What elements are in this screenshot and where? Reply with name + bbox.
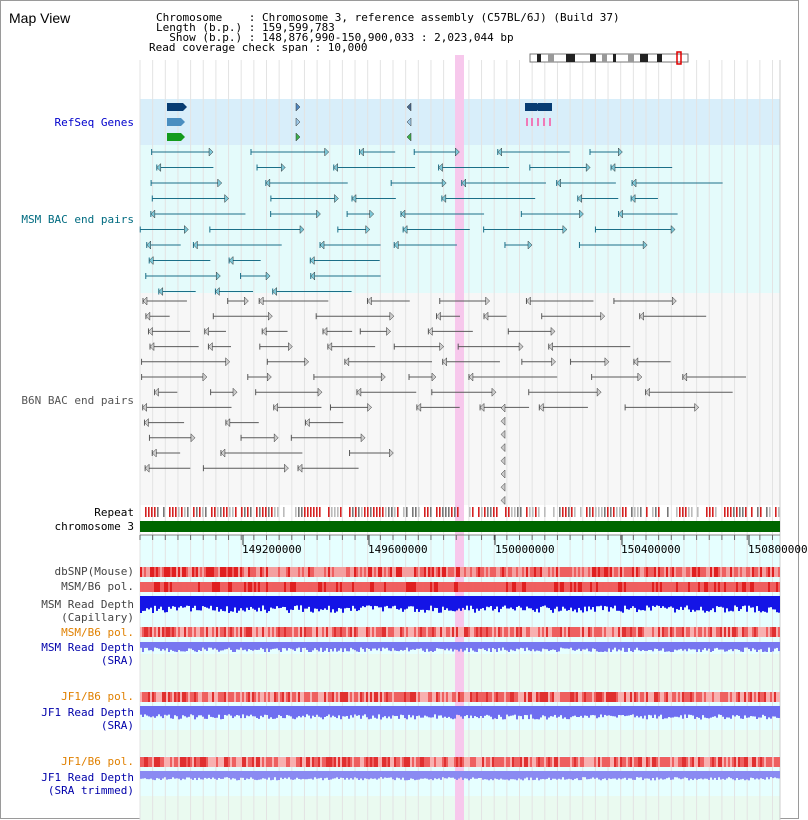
repeat-mark <box>472 507 474 517</box>
repeat-mark <box>667 507 669 517</box>
repeat-mark <box>193 507 195 517</box>
repeat-mark <box>406 507 408 517</box>
ideogram-band <box>566 54 575 62</box>
chromosome-info: Chromosome : Chromosome 3, reference assembly (C57BL/6J) (Build 37) <box>156 11 620 24</box>
repeat-mark <box>355 507 357 517</box>
repeat-mark <box>631 507 633 517</box>
ideogram-band <box>590 54 596 62</box>
repeat-mark <box>727 507 729 517</box>
ideogram-band <box>537 54 541 62</box>
repeat-mark <box>358 507 360 517</box>
repeat-mark <box>454 507 456 517</box>
ideogram-band-grey <box>548 54 554 62</box>
repeat-mark <box>232 507 234 517</box>
gene-exon-pink <box>526 118 528 126</box>
repeat-mark <box>352 507 354 517</box>
repeat-mark <box>610 507 612 517</box>
dbsnp-heat-strip <box>140 567 780 577</box>
repeat-mark <box>328 507 330 517</box>
repeat-mark <box>532 507 534 517</box>
repeat-mark <box>385 507 387 517</box>
track-label-msm-bac[interactable]: MSM BAC end pairs <box>21 213 134 226</box>
coverage-span-info: Read coverage check span : 10,000 <box>149 41 368 54</box>
repeat-mark <box>277 507 279 517</box>
gene-block <box>167 118 181 126</box>
ideogram-band-grey <box>628 54 634 62</box>
repeat-mark <box>382 507 384 517</box>
track-sublabel-sra-trimmed: (SRA trimmed) <box>47 784 134 797</box>
jf1-b6-pol-trim-strip <box>140 757 780 767</box>
repeat-mark <box>778 507 780 517</box>
repeat-mark <box>505 507 507 517</box>
selected-region-highlight <box>455 55 464 820</box>
repeat-mark <box>601 507 603 517</box>
axis-tick-label-1: 149200000 <box>242 543 302 556</box>
repeat-mark <box>310 507 312 517</box>
repeat-mark <box>691 507 693 517</box>
repeat-mark <box>580 507 582 517</box>
track-label-msm-depth-capillary[interactable]: MSM Read Depth <box>41 598 134 611</box>
repeat-mark <box>448 507 450 517</box>
repeat-mark <box>517 507 519 517</box>
track-label-b6n-bac[interactable]: B6N BAC end pairs <box>21 394 134 407</box>
repeat-mark <box>412 507 414 517</box>
axis-tick-label-4: 150400000 <box>621 543 681 556</box>
length-info: Length (b.p.) : 159,599,783 <box>156 21 335 34</box>
repeat-mark <box>775 507 777 517</box>
repeat-mark <box>742 507 744 517</box>
repeat-mark <box>739 507 741 517</box>
repeat-mark <box>361 507 363 517</box>
repeat-mark <box>187 507 189 517</box>
repeat-mark <box>157 507 159 517</box>
track-label-repeat[interactable]: Repeat <box>94 506 134 519</box>
repeat-mark <box>439 507 441 517</box>
track-label-jf1-b6-pol-trimmed[interactable]: JF1/B6 pol. <box>61 755 134 768</box>
repeat-mark <box>241 507 243 517</box>
repeat-mark <box>334 507 336 517</box>
track-label-jf1-depth-trimmed[interactable]: JF1 Read Depth <box>41 771 134 784</box>
repeat-mark <box>562 507 564 517</box>
repeat-mark <box>688 507 690 517</box>
repeat-mark <box>163 507 165 517</box>
page-title: Map View <box>9 10 71 26</box>
repeat-mark <box>244 507 246 517</box>
repeat-mark <box>250 507 252 517</box>
repeat-mark <box>682 507 684 517</box>
gene-block <box>538 103 552 111</box>
repeat-mark <box>568 507 570 517</box>
repeat-mark <box>715 507 717 517</box>
track-label-chromosome[interactable]: chromosome 3 <box>54 520 134 533</box>
repeat-mark <box>205 507 207 517</box>
gene-block <box>525 103 537 111</box>
repeat-mark <box>709 507 711 517</box>
repeat-mark <box>403 507 405 517</box>
repeat-mark <box>724 507 726 517</box>
repeat-mark <box>340 507 342 517</box>
repeat-mark <box>574 507 576 517</box>
repeat-mark <box>331 507 333 517</box>
repeat-mark <box>652 507 654 517</box>
repeat-mark <box>478 507 480 517</box>
repeat-mark <box>685 507 687 517</box>
repeat-mark <box>751 507 753 517</box>
repeat-mark <box>376 507 378 517</box>
repeat-mark <box>622 507 624 517</box>
repeat-mark <box>559 507 561 517</box>
repeat-mark <box>430 507 432 517</box>
repeat-mark <box>598 507 600 517</box>
repeat-mark <box>697 507 699 517</box>
gene-block <box>167 133 181 141</box>
repeat-mark <box>418 507 420 517</box>
repeat-mark <box>766 507 768 517</box>
repeat-mark <box>301 507 303 517</box>
repeat-mark <box>268 507 270 517</box>
repeat-mark <box>283 507 285 517</box>
repeat-mark <box>679 507 681 517</box>
repeat-mark <box>595 507 597 517</box>
repeat-mark <box>607 507 609 517</box>
repeat-mark <box>658 507 660 517</box>
repeat-mark <box>274 507 276 517</box>
repeat-mark <box>613 507 615 517</box>
track-label-jf1-depth-sra[interactable]: JF1 Read Depth <box>41 706 134 719</box>
repeat-mark <box>295 507 297 517</box>
repeat-mark <box>535 507 537 517</box>
msm-b6-pol-sra-strip <box>140 627 780 637</box>
track-label-msm-b6-pol[interactable]: MSM/B6 pol. <box>61 580 134 593</box>
repeat-mark <box>529 507 531 517</box>
repeat-mark <box>226 507 228 517</box>
repeat-mark <box>457 507 459 517</box>
repeat-mark <box>487 507 489 517</box>
track-label-dbsnp[interactable]: dbSNP(Mouse) <box>54 565 134 578</box>
track-label-refseq-genes[interactable]: RefSeq Genes <box>54 116 134 129</box>
track-label-msm-depth-sra[interactable]: MSM Read Depth <box>41 641 134 654</box>
repeat-mark <box>235 507 237 517</box>
repeat-mark <box>706 507 708 517</box>
repeat-mark <box>589 507 591 517</box>
repeat-mark <box>211 507 213 517</box>
chromosome-bar <box>140 521 780 532</box>
repeat-mark <box>223 507 225 517</box>
repeat-mark <box>586 507 588 517</box>
repeat-mark <box>313 507 315 517</box>
repeat-mark <box>757 507 759 517</box>
gene-exon-pink <box>543 118 545 126</box>
jf1-b6-pol-strip <box>140 692 780 702</box>
repeat-mark <box>676 507 678 517</box>
repeat-mark <box>184 507 186 517</box>
ideogram-band <box>640 54 648 62</box>
repeat-mark <box>145 507 147 517</box>
repeat-mark <box>481 507 483 517</box>
repeat-mark <box>373 507 375 517</box>
repeat-mark <box>640 507 642 517</box>
axis-tick-label-5: 150800000 <box>748 543 808 556</box>
repeat-mark <box>175 507 177 517</box>
repeat-mark <box>424 507 426 517</box>
repeat-mark <box>592 507 594 517</box>
repeat-mark <box>730 507 732 517</box>
repeat-mark <box>436 507 438 517</box>
ideogram-band-grey <box>602 54 607 62</box>
repeat-mark <box>316 507 318 517</box>
repeat-mark <box>745 507 747 517</box>
repeat-mark <box>169 507 171 517</box>
repeat-mark <box>397 507 399 517</box>
repeat-mark <box>493 507 495 517</box>
ideogram-band <box>613 54 616 62</box>
show-range-info: Show (b.p.) : 148,876,990-150,900,033 : 2,023,044 bp <box>156 31 514 44</box>
repeat-mark <box>736 507 738 517</box>
repeat-mark <box>655 507 657 517</box>
repeat-mark <box>214 507 216 517</box>
repeat-mark <box>520 507 522 517</box>
repeat-mark <box>469 507 471 517</box>
repeat-mark <box>196 507 198 517</box>
repeat-mark <box>760 507 762 517</box>
repeat-mark <box>181 507 183 517</box>
repeat-mark <box>508 507 510 517</box>
repeat-mark <box>304 507 306 517</box>
repeat-mark <box>256 507 258 517</box>
gene-exon-pink <box>549 118 551 126</box>
repeat-mark <box>388 507 390 517</box>
repeat-mark <box>202 507 204 517</box>
repeat-mark <box>442 507 444 517</box>
axis-tick-label-3: 150000000 <box>495 543 555 556</box>
repeat-mark <box>616 507 618 517</box>
repeat-mark <box>199 507 201 517</box>
repeat-mark <box>349 507 351 517</box>
repeat-mark <box>625 507 627 517</box>
repeat-mark <box>634 507 636 517</box>
repeat-mark <box>379 507 381 517</box>
msm-depth-sra-profile <box>140 642 780 652</box>
repeat-mark <box>427 507 429 517</box>
track-label-jf1-b6-pol[interactable]: JF1/B6 pol. <box>61 690 134 703</box>
repeat-mark <box>262 507 264 517</box>
track-sublabel-capillary: (Capillary) <box>61 611 134 624</box>
gene-exon-pink <box>531 118 533 126</box>
repeat-mark <box>391 507 393 517</box>
repeat-mark <box>445 507 447 517</box>
repeat-mark <box>733 507 735 517</box>
track-sublabel-msm-sra: (SRA) <box>100 654 134 667</box>
repeat-mark <box>604 507 606 517</box>
repeat-mark <box>484 507 486 517</box>
repeat-mark <box>538 507 540 517</box>
ideogram-band <box>657 54 662 62</box>
msm-b6-pol-strip <box>140 582 780 592</box>
gene-exon-pink <box>537 118 539 126</box>
repeat-mark <box>364 507 366 517</box>
repeat-mark <box>220 507 222 517</box>
repeat-mark <box>514 507 516 517</box>
repeat-mark <box>265 507 267 517</box>
repeat-mark <box>247 507 249 517</box>
repeat-mark <box>637 507 639 517</box>
repeat-mark <box>370 507 372 517</box>
repeat-mark <box>511 507 513 517</box>
repeat-mark <box>298 507 300 517</box>
track-label-msm-b6-pol-sra[interactable]: MSM/B6 pol. <box>61 626 134 639</box>
repeat-mark <box>148 507 150 517</box>
repeat-mark <box>394 507 396 517</box>
repeat-mark <box>496 507 498 517</box>
repeat-mark <box>712 507 714 517</box>
repeat-mark <box>307 507 309 517</box>
repeat-mark <box>544 507 546 517</box>
axis-tick-label-2: 149600000 <box>368 543 428 556</box>
repeat-mark <box>571 507 573 517</box>
repeat-mark <box>619 507 621 517</box>
repeat-mark <box>769 507 771 517</box>
repeat-mark <box>319 507 321 517</box>
repeat-mark <box>259 507 261 517</box>
repeat-mark <box>151 507 153 517</box>
repeat-mark <box>337 507 339 517</box>
repeat-mark <box>217 507 219 517</box>
repeat-mark <box>565 507 567 517</box>
repeat-mark <box>271 507 273 517</box>
repeat-mark <box>178 507 180 517</box>
repeat-mark <box>415 507 417 517</box>
repeat-mark <box>172 507 174 517</box>
repeat-mark <box>646 507 648 517</box>
gene-block <box>167 103 183 111</box>
repeat-mark <box>229 507 231 517</box>
repeat-mark <box>367 507 369 517</box>
repeat-mark <box>553 507 555 517</box>
repeat-mark <box>526 507 528 517</box>
repeat-mark <box>490 507 492 517</box>
repeat-mark <box>451 507 453 517</box>
track-sublabel-jf1-sra: (SRA) <box>100 719 134 732</box>
repeat-mark <box>154 507 156 517</box>
